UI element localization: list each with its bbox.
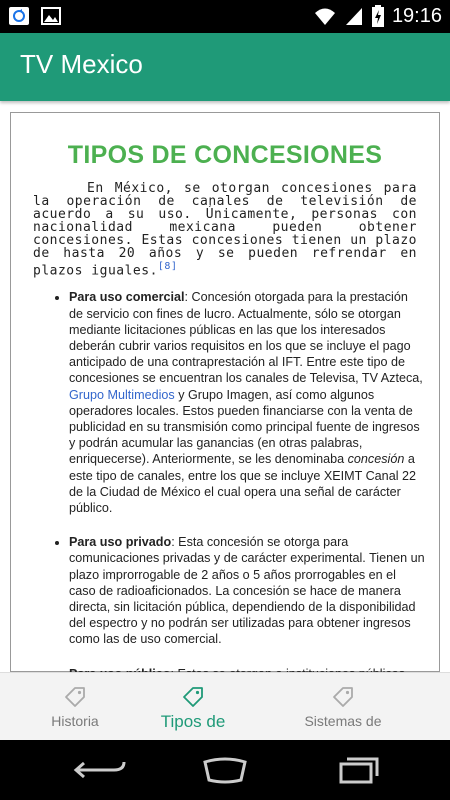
app-bar [0,33,450,101]
article-content[interactable] [10,112,440,672]
article-intro [33,182,417,277]
grupo-multimedios-link[interactable]: Grupo Multimedios [69,387,175,402]
item-term: Para uso comercial [69,290,185,305]
tab-sistemas-de[interactable] [268,673,418,741]
status-time: 19:16 [391,5,442,27]
bottom-tab-bar [0,672,450,741]
recent-apps-icon[interactable] [325,754,385,786]
system-nav-bar [0,740,450,800]
item-text: : Concesión otorgada para la prestación de servicio con fines de lucro. Actualmente, sólo se otorgan mediante licitaciones públicas en las que los interesados deberán cubrir varios requisitos en los que se incluye el pago anticipado de una contraprestación al IFT. Entre este tipo de concesiones se encuentran los canales de Televisa, TV Azteca, [69,290,423,386]
tab-label: Tipos de [160,712,226,731]
list-item-comercial [69,289,425,516]
item-text: y Grupo Imagen, así como algunos operadores locales. Estos pueden financiarse con la venta de publicidad en su transmisión como principal fuente de ingresos y podrán acumular las ganancias (en otras palabras, enriquecerse). Anteriormente, se les denominaba [69,387,420,467]
status-bar [0,0,450,33]
back-icon[interactable] [70,754,130,786]
battery-charging-icon [372,5,384,27]
image-icon [40,5,62,27]
intro-text: En México, se otorgan concesiones para la operación de canales de televisión de acuerdo a su uso. Únicamente, personas con nacionalidad mexicana pueden obtener concesiones. Estas concesiones tienen un plazo de hasta 20 años y se pueden refrendar en plazos iguales. [33,181,417,279]
wifi-icon [314,5,336,27]
tag-icon [63,685,87,709]
article-title: TIPOS DE CONCESIONES [67,141,383,169]
item-text: a este tipo de canales, entre los que se incluye XEIMT Canal 22 de la Ciudad de México el cual opera una señal de carácter público. [69,452,416,515]
item-text: : Esta concesión se otorga para comunicaciones privadas y de carácter experimental. Tienen un plazo improrrogable de 2 años o 5 años prorrogables en el caso de radioaficionados. La concesión se hace de manera directa, sin licitación pública, dependiendo de la disponibilidad del espectro y no podrán ser utilizadas para obtener ingresos como las de uso comercial. [69,535,425,647]
status-bar-system [314,3,442,29]
list-item-privado [69,534,425,647]
home-icon[interactable] [195,754,255,786]
item-italic: concesión [347,452,405,467]
sync-icon [8,5,30,27]
tab-label: Historia [51,713,99,729]
tag-icon [181,685,205,709]
tab-tipos-de[interactable] [118,673,268,741]
tag-icon [331,685,355,709]
app-title: TV Mexico [20,49,143,79]
reference-link[interactable]: [8] [157,261,178,272]
signal-icon [344,5,364,27]
item-term: Para uso privado [69,535,172,550]
status-bar-notifications [8,5,62,27]
concession-list [11,289,439,698]
tab-label: Sistemas de [304,713,382,729]
